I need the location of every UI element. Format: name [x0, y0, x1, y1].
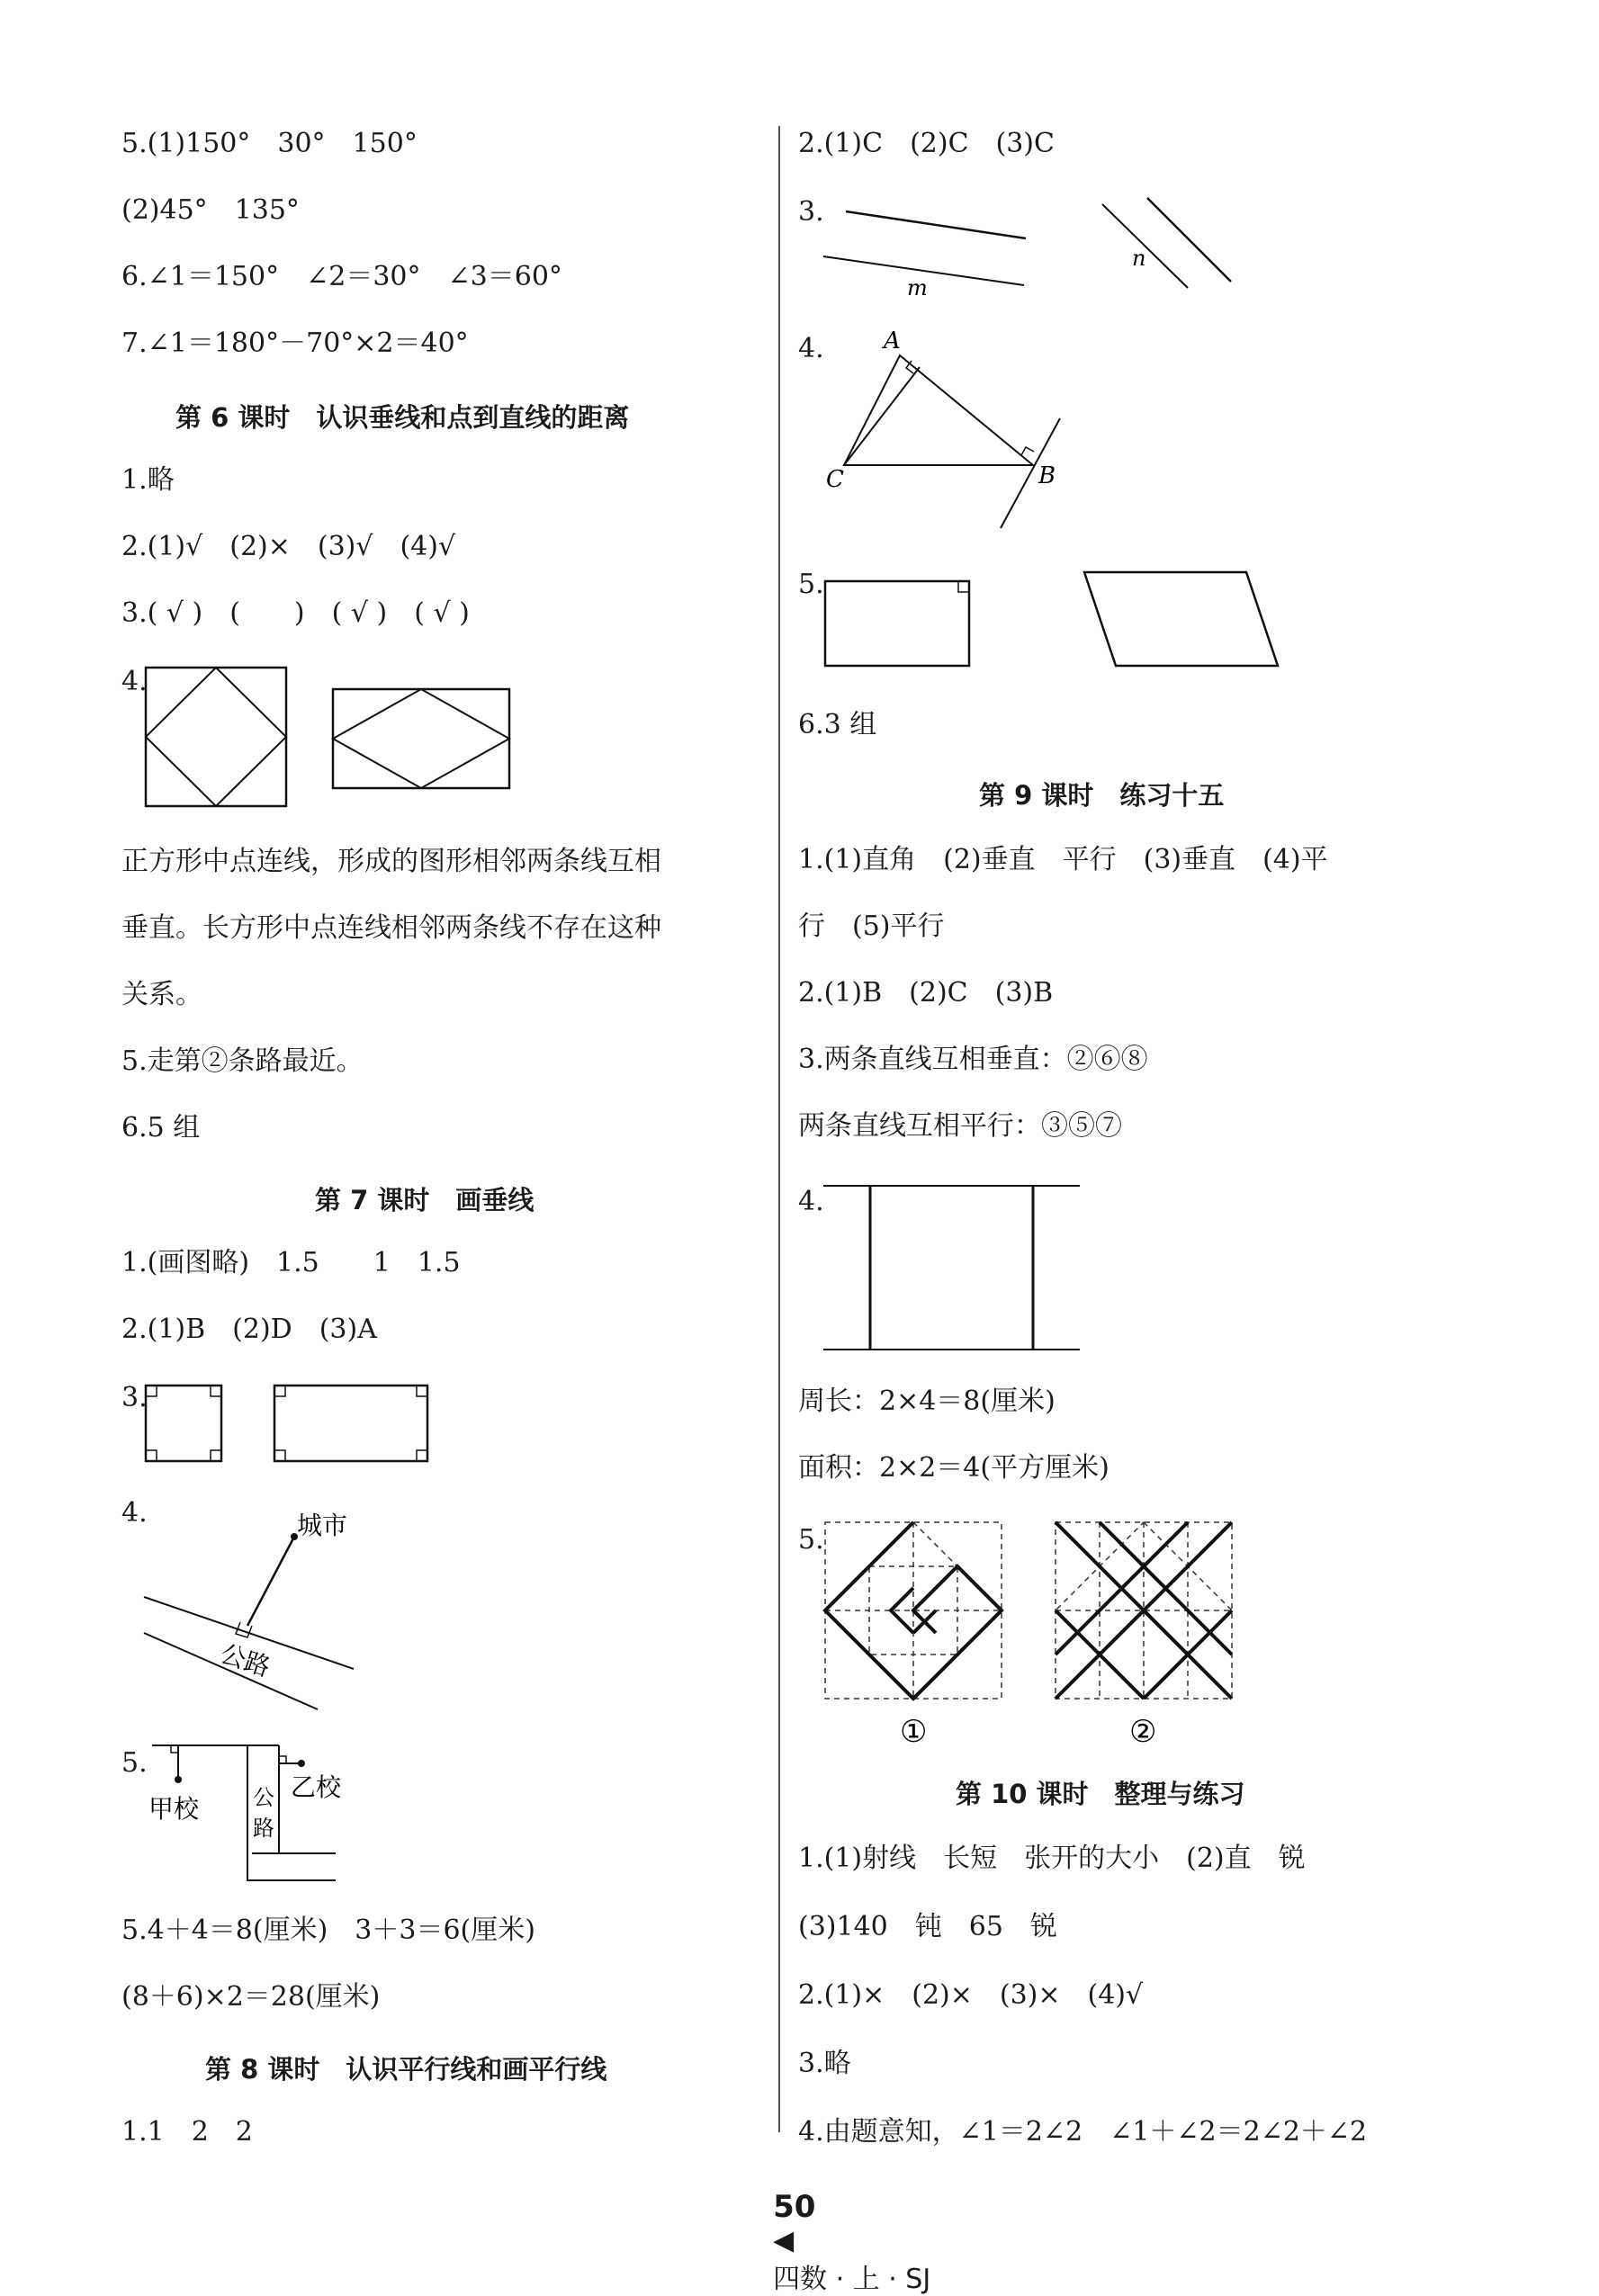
footer-arrow-icon: ◀ — [773, 2225, 795, 2256]
road-label-1: 公 — [253, 1785, 274, 1810]
triangle-ABC — [844, 355, 1033, 465]
vertex-B: B — [1038, 462, 1056, 489]
r-q4-figure — [819, 328, 1071, 544]
l7-q4-label: 4. — [121, 1497, 148, 1529]
l6-q4-label: 4. — [121, 666, 148, 697]
l9-area: 面积：2×2＝4(平方厘米) — [798, 1452, 1109, 1484]
l6-para-line1: 正方形中点连线，形成的图形相邻两条线互相 — [121, 846, 661, 877]
page-footer — [756, 2157, 930, 2296]
l9-perimeter: 周长：2×4＝8(厘米) — [798, 1386, 1056, 1417]
figure-2-label: ② — [1129, 1714, 1157, 1750]
city-label: 城市 — [297, 1511, 348, 1540]
r-q4-label: 4. — [798, 333, 824, 364]
l9-q3-line1: 3.两条直线互相垂直：②⑥⑧ — [798, 1044, 1148, 1075]
lesson7-title: 第 7 课时 画垂线 — [315, 1185, 534, 1215]
parallel-line-1 — [846, 211, 1026, 238]
page-number: 50 — [773, 2189, 816, 2225]
altitude-right-angle — [906, 361, 913, 373]
l6-q1: 1.略 — [121, 464, 175, 496]
square-shape — [146, 668, 286, 806]
lesson9-title: 第 9 课时 练习十五 — [979, 780, 1225, 811]
parallelogram — [1084, 572, 1278, 666]
l9-q5-figure — [823, 1520, 1237, 1754]
lesson8-title: 第 8 课时 认识平行线和画平行线 — [205, 2054, 607, 2085]
l9-q4-label: 4. — [798, 1186, 824, 1217]
schoolB-right-angle — [279, 1756, 286, 1763]
q5-part2: (2)45° 135° — [121, 194, 300, 226]
l9-q4-figure — [823, 1179, 1084, 1359]
schoolB-label: 乙校 — [291, 1772, 342, 1802]
l10-q2: 2.(1)× (2)× (3)× (4)√ — [798, 1979, 1144, 2011]
q7-answer: 7.∠1＝180°－70°×2＝40° — [121, 327, 469, 359]
q6-answer: 6.∠1＝150° ∠2＝30° ∠3＝60° — [121, 261, 562, 292]
schoolA-point — [175, 1776, 182, 1783]
r-q3-label: 3. — [798, 196, 824, 228]
vertex-C: C — [826, 466, 844, 493]
l9-q2: 2.(1)B (2)C (3)B — [798, 977, 1054, 1009]
rectangle-midpoint-rhombus — [333, 689, 509, 788]
rect-right-angle-marks — [274, 1386, 427, 1461]
lesson10-title: 第 10 课时 整理与练习 — [956, 1779, 1245, 1809]
schoolA-right-angle — [171, 1745, 178, 1753]
l6-q6: 6.5 组 — [121, 1112, 201, 1144]
rectangle-shape — [333, 689, 509, 788]
l10-q1-line2: (3)140 钝 65 锐 — [798, 1911, 1057, 1942]
vertex-A: A — [884, 327, 901, 354]
l7-q3-label: 3. — [121, 1382, 148, 1413]
l7-q1: 1.(画图略) 1.5 1 1.5 — [121, 1247, 461, 1278]
l6-q3: 3.( √ ) ( ) ( √ ) ( √ ) — [121, 597, 470, 629]
l9-q1-line2: 行 (5)平行 — [798, 910, 945, 942]
l7-q5-figure — [139, 1736, 346, 1889]
q5-part1: 5.(1)150° 30° 150° — [121, 128, 418, 159]
r-q3-figure — [819, 193, 1242, 306]
l6-para-line3: 关系。 — [121, 979, 202, 1010]
B-right-angle — [1021, 447, 1034, 455]
r-q2: 2.(1)C (2)C (3)C — [798, 128, 1055, 159]
l6-para-line2: 垂直。长方形中点连线相邻两条线不存在这种 — [121, 912, 661, 944]
l6-q4-figure — [144, 664, 513, 808]
l10-q1-line1: 1.(1)射线 长短 张开的大小 (2)直 锐 — [798, 1843, 1306, 1874]
l10-q4: 4.由题意知，∠1＝2∠2 ∠1＋∠2＝2∠2＋∠2 — [798, 2116, 1368, 2148]
l7-q2: 2.(1)B (2)D (3)A — [121, 1314, 377, 1345]
l6-q2: 2.(1)√ (2)× (3)√ (4)√ — [121, 531, 456, 562]
altitude-from-C — [844, 367, 920, 465]
l6-q5: 5.走第②条路最近。 — [121, 1045, 364, 1077]
l7-q5-label: 5. — [121, 1747, 148, 1779]
column-divider — [778, 126, 780, 2132]
rectangle — [825, 581, 969, 666]
r-q5-label: 5. — [798, 569, 824, 600]
square-midpoint-diamond — [146, 668, 286, 806]
schoolB-point — [298, 1760, 305, 1767]
figure-1-label: ① — [900, 1714, 928, 1750]
road-label: 公路 — [216, 1638, 274, 1682]
l8-q1: 1.1 2 2 — [121, 2116, 253, 2148]
schoolA-label: 甲校 — [148, 1794, 200, 1824]
r-q6: 6.3 组 — [798, 709, 877, 740]
lesson6-title: 第 6 课时 认识垂线和点到直线的距离 — [175, 402, 630, 433]
perpendicular-to-road — [247, 1537, 294, 1626]
square-right-angle-marks — [146, 1386, 221, 1461]
l7-q4-figure — [139, 1493, 364, 1718]
l9-q3-line2: 两条直线互相平行：③⑤⑦ — [798, 1110, 1122, 1142]
parallel-line-2 — [1147, 198, 1231, 282]
r-q5-figure — [823, 567, 1282, 675]
l7-q5-calc2: (8＋6)×2＝28(厘米) — [121, 1981, 381, 2013]
label-n: n — [1132, 246, 1146, 271]
l10-q3: 3.略 — [798, 2048, 851, 2079]
label-m: m — [907, 275, 928, 300]
l7-q3-figure — [144, 1384, 432, 1465]
footer-label: 四数 · 上 · SJ — [773, 2264, 931, 2295]
small-rectangle — [274, 1386, 427, 1461]
l9-q5-label: 5. — [798, 1524, 824, 1556]
rectangle-right-angle — [958, 581, 969, 592]
l9-q1-line1: 1.(1)直角 (2)垂直 平行 (3)垂直 (4)平 — [798, 844, 1328, 875]
road-label-2: 路 — [253, 1816, 274, 1841]
l7-q5-calc1: 5.4＋4＝8(厘米) 3＋3＝6(厘米) — [121, 1915, 535, 1946]
